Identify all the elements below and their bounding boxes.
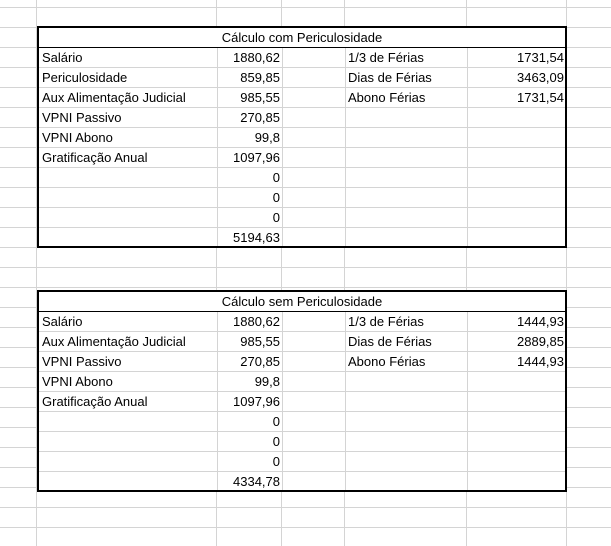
label-cell[interactable]: Salário xyxy=(42,314,83,329)
table-sem-periculosidade xyxy=(37,290,567,492)
value-cell[interactable]: 1097,96 xyxy=(233,150,280,165)
label-cell[interactable] xyxy=(42,208,216,228)
label-cell[interactable]: VPNI Abono xyxy=(42,374,113,389)
ferias-value-cell[interactable] xyxy=(468,108,564,128)
value-cell[interactable]: 985,55 xyxy=(240,90,280,105)
ferias-value-cell[interactable] xyxy=(468,148,564,168)
table-row xyxy=(39,372,565,392)
value-cell[interactable]: 0 xyxy=(272,210,280,225)
ferias-value-cell[interactable] xyxy=(468,472,564,492)
table-row xyxy=(39,332,565,352)
value-cell[interactable]: 1097,96 xyxy=(233,394,280,409)
ferias-value-cell[interactable]: 1731,54 xyxy=(517,50,564,65)
table-row xyxy=(39,88,565,108)
ferias-label-cell[interactable] xyxy=(348,472,466,492)
ferias-value-cell[interactable] xyxy=(468,372,564,392)
ferias-label-cell[interactable] xyxy=(348,228,466,248)
ferias-label-cell[interactable]: Abono Férias xyxy=(348,90,426,105)
total-row xyxy=(39,228,565,248)
table-row xyxy=(39,412,565,432)
ferias-label-cell[interactable]: 1/3 de Férias xyxy=(348,314,424,329)
ferias-label-cell[interactable] xyxy=(348,128,466,148)
label-cell[interactable]: Salário xyxy=(42,50,83,65)
total-row xyxy=(39,472,565,492)
table-row xyxy=(39,452,565,472)
value-cell[interactable]: 270,85 xyxy=(240,110,280,125)
table-row xyxy=(39,352,565,372)
ferias-value-cell[interactable] xyxy=(468,452,564,472)
ferias-value-cell[interactable]: 2889,85 xyxy=(517,334,564,349)
table-row xyxy=(39,208,565,228)
label-cell[interactable] xyxy=(42,228,216,248)
total-value-cell[interactable]: 5194,63 xyxy=(233,230,280,245)
label-cell[interactable] xyxy=(42,432,216,452)
label-cell[interactable]: Gratificação Anual xyxy=(42,150,148,165)
ferias-value-cell[interactable] xyxy=(468,128,564,148)
table-row xyxy=(39,168,565,188)
ferias-label-cell[interactable] xyxy=(348,168,466,188)
ferias-label-cell[interactable]: Abono Férias xyxy=(348,354,426,369)
value-cell[interactable]: 985,55 xyxy=(240,334,280,349)
ferias-label-cell[interactable] xyxy=(348,108,466,128)
table-com-periculosidade xyxy=(37,26,567,248)
value-cell[interactable]: 859,85 xyxy=(240,70,280,85)
ferias-value-cell[interactable]: 1731,54 xyxy=(517,90,564,105)
ferias-value-cell[interactable] xyxy=(468,188,564,208)
label-cell[interactable] xyxy=(42,452,216,472)
ferias-label-cell[interactable] xyxy=(348,432,466,452)
table-row xyxy=(39,108,565,128)
ferias-value-cell[interactable]: 1444,93 xyxy=(517,314,564,329)
ferias-value-cell[interactable] xyxy=(468,412,564,432)
table-row xyxy=(39,312,565,332)
value-cell[interactable]: 0 xyxy=(272,434,280,449)
value-cell[interactable]: 1880,62 xyxy=(233,314,280,329)
label-cell[interactable]: Aux Alimentação Judicial xyxy=(42,334,186,349)
value-cell[interactable]: 0 xyxy=(272,414,280,429)
label-cell[interactable]: VPNI Abono xyxy=(42,130,113,145)
ferias-label-cell[interactable] xyxy=(348,392,466,412)
ferias-value-cell[interactable] xyxy=(468,432,564,452)
ferias-label-cell[interactable]: 1/3 de Férias xyxy=(348,50,424,65)
table-row xyxy=(39,48,565,68)
ferias-label-cell[interactable]: Dias de Férias xyxy=(348,334,432,349)
ferias-label-cell[interactable] xyxy=(348,452,466,472)
label-cell[interactable]: Aux Alimentação Judicial xyxy=(42,90,186,105)
value-cell[interactable]: 99,8 xyxy=(254,130,280,145)
label-cell[interactable] xyxy=(42,412,216,432)
ferias-label-cell[interactable] xyxy=(348,188,466,208)
ferias-label-cell[interactable] xyxy=(348,412,466,432)
value-cell[interactable]: 1880,62 xyxy=(233,50,280,65)
label-cell[interactable]: Periculosidade xyxy=(42,70,128,85)
label-cell[interactable] xyxy=(42,168,216,188)
label-cell[interactable]: VPNI Passivo xyxy=(42,354,122,369)
ferias-value-cell[interactable] xyxy=(468,208,564,228)
table-row xyxy=(39,392,565,412)
table-row xyxy=(39,128,565,148)
value-cell[interactable]: 0 xyxy=(272,190,280,205)
table-row xyxy=(39,68,565,88)
ferias-value-cell[interactable] xyxy=(468,168,564,188)
ferias-value-cell[interactable] xyxy=(468,392,564,412)
label-cell[interactable] xyxy=(42,472,216,492)
ferias-label-cell[interactable] xyxy=(348,148,466,168)
ferias-value-cell[interactable] xyxy=(468,228,564,248)
ferias-label-cell[interactable] xyxy=(348,208,466,228)
label-cell[interactable] xyxy=(42,188,216,208)
ferias-value-cell[interactable]: 3463,09 xyxy=(517,70,564,85)
table-title[interactable]: Cálculo com Periculosidade xyxy=(39,28,565,48)
table-row xyxy=(39,148,565,168)
table-row xyxy=(39,432,565,452)
table-row xyxy=(39,188,565,208)
value-cell[interactable]: 270,85 xyxy=(240,354,280,369)
value-cell[interactable]: 99,8 xyxy=(254,374,280,389)
table-title[interactable]: Cálculo sem Periculosidade xyxy=(39,292,565,312)
value-cell[interactable]: 0 xyxy=(272,170,280,185)
ferias-label-cell[interactable]: Dias de Férias xyxy=(348,70,432,85)
ferias-value-cell[interactable]: 1444,93 xyxy=(517,354,564,369)
label-cell[interactable]: Gratificação Anual xyxy=(42,394,148,409)
label-cell[interactable]: VPNI Passivo xyxy=(42,110,122,125)
total-value-cell[interactable]: 4334,78 xyxy=(233,474,280,489)
value-cell[interactable]: 0 xyxy=(272,454,280,469)
ferias-label-cell[interactable] xyxy=(348,372,466,392)
